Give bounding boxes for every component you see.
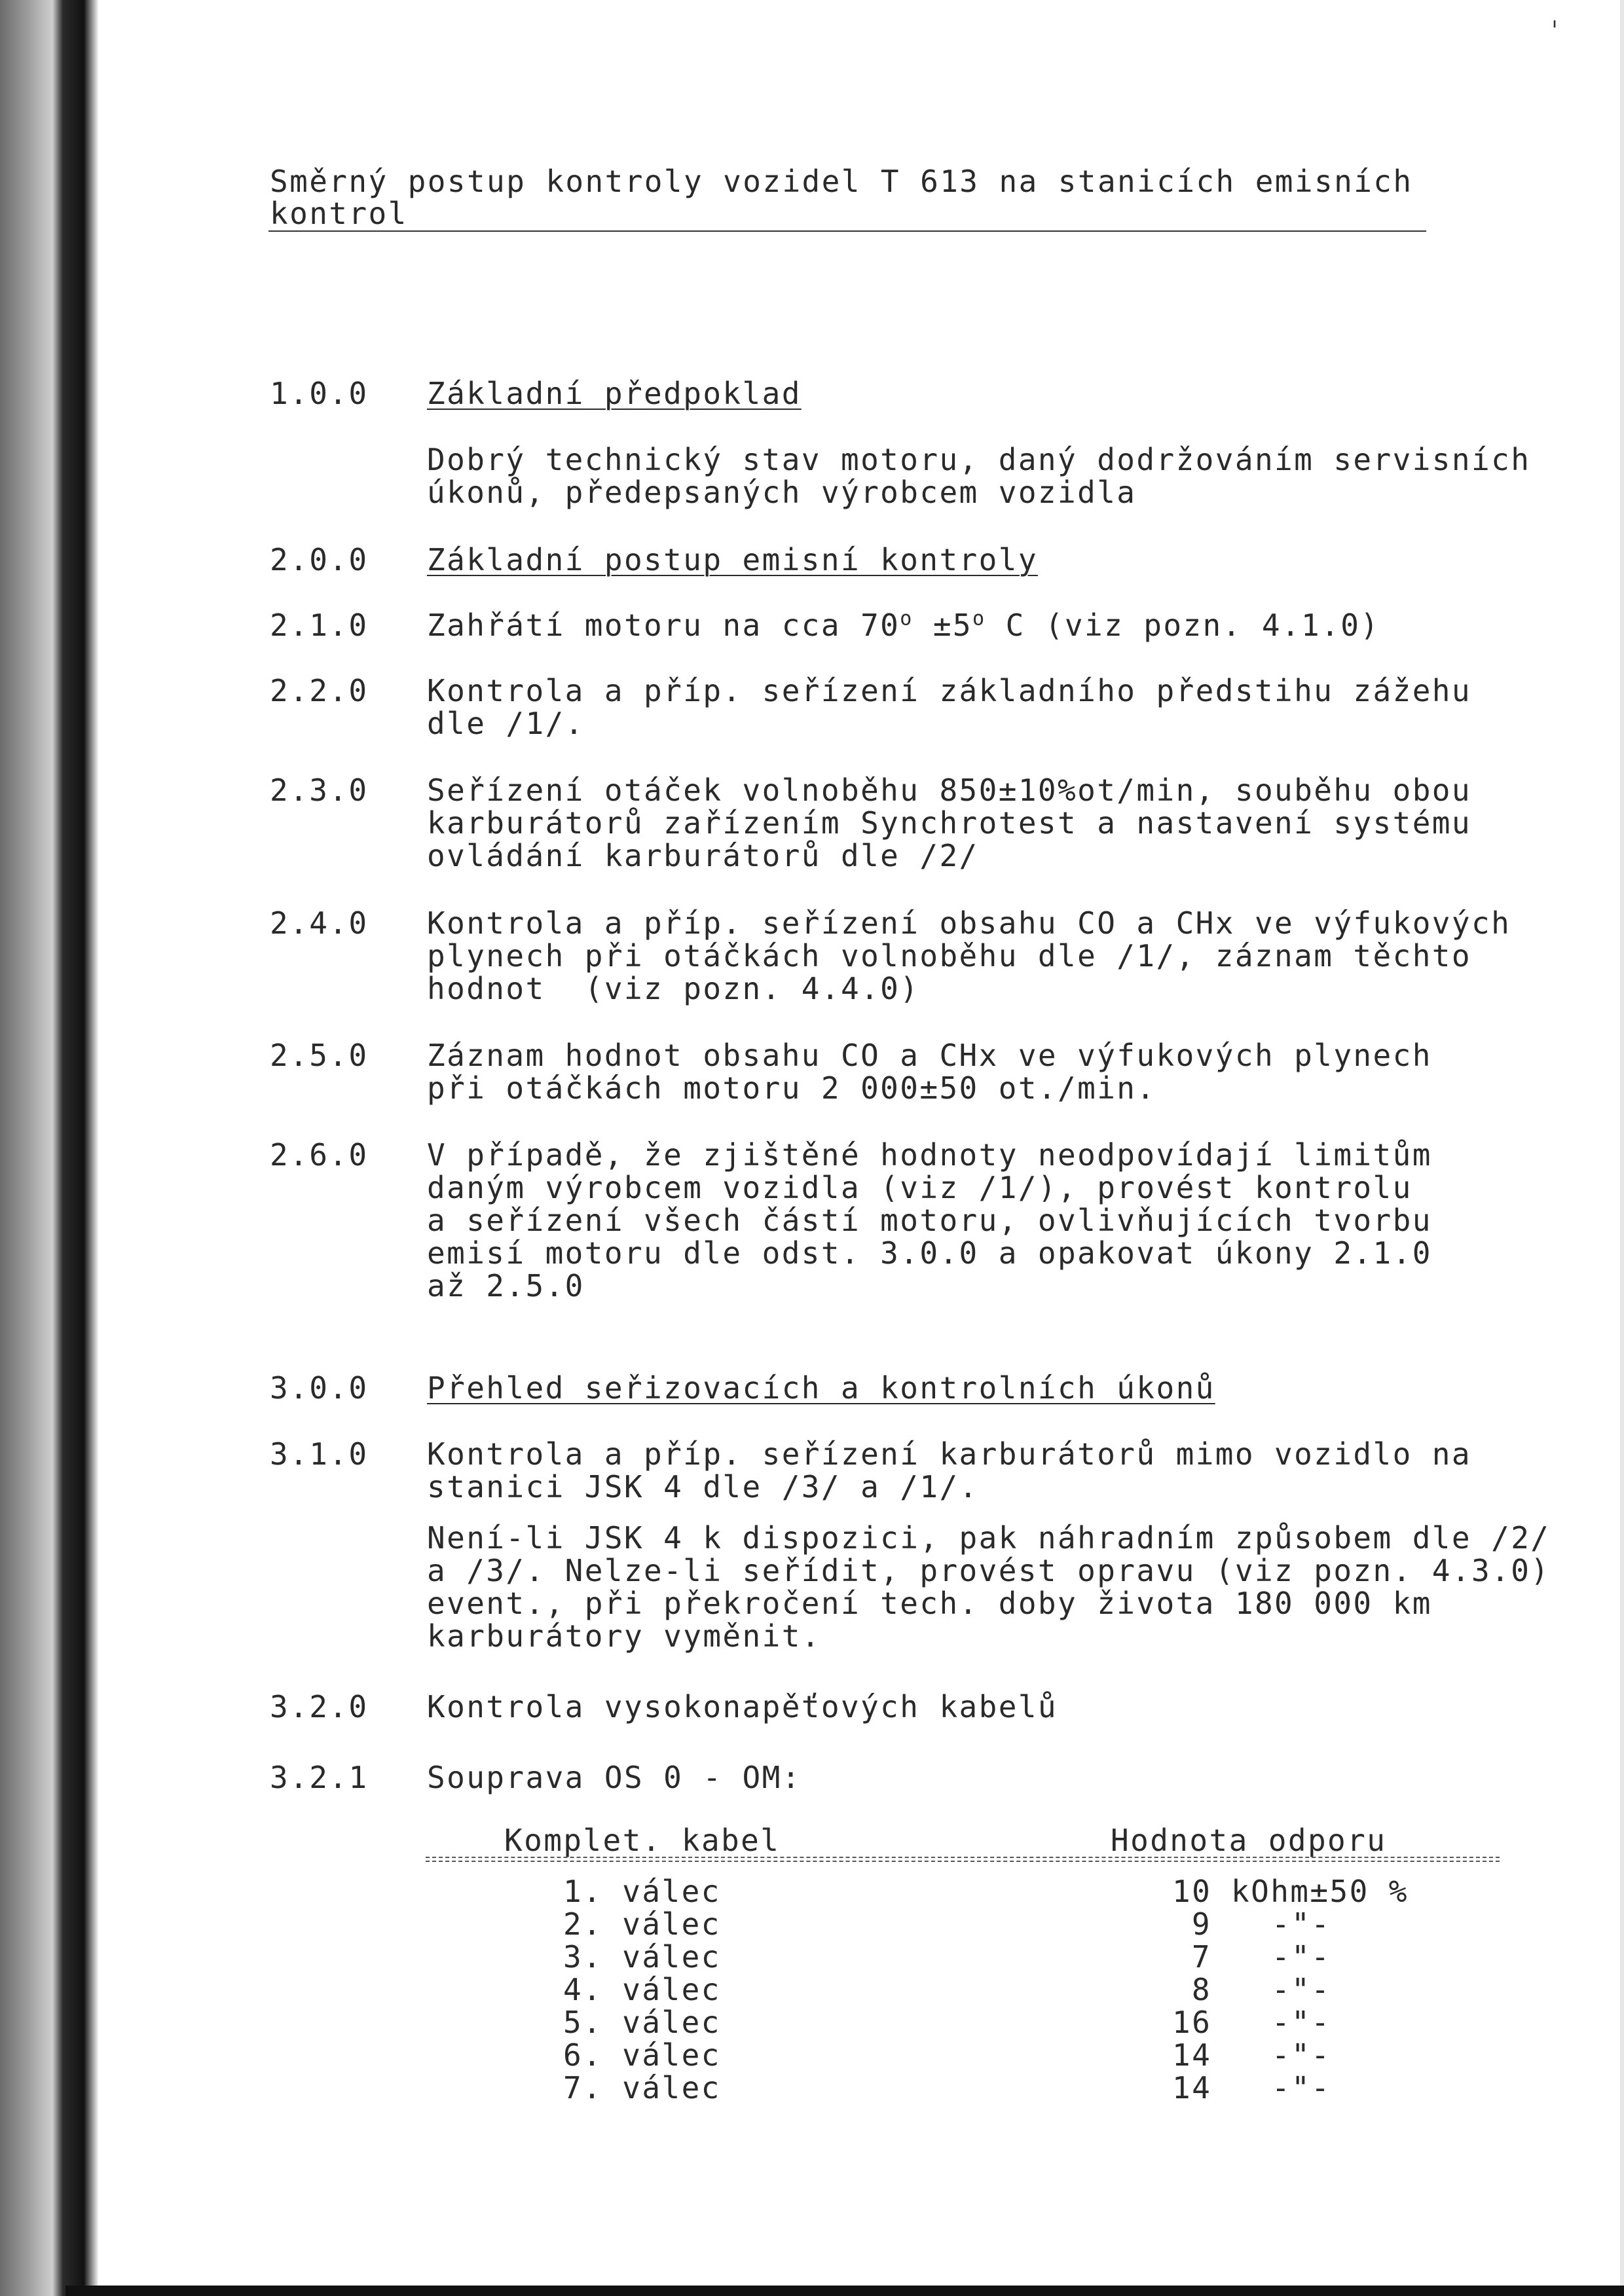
section-text: karburátory vyměnit. (427, 1618, 821, 1654)
section-text: až 2.5.0 (427, 1268, 585, 1303)
table-cell-value: 8 (1191, 1972, 1211, 2007)
section-number: 3.0.0 (270, 1370, 369, 1406)
section-number: 3.2.1 (270, 1760, 369, 1795)
table-cell-cable: 1. válec (563, 1874, 721, 1909)
table-cell-value: 14 (1172, 2037, 1212, 2073)
reference-text: C (viz pozn. 4.1.0) (986, 608, 1380, 643)
section-number: 2.3.0 (270, 773, 369, 808)
section-text: Kontrola a příp. seřízení základního předstihu zážehu (427, 673, 1471, 708)
section-text: Souprava OS 0 - OM: (427, 1760, 802, 1795)
section-text: Kontrola a příp. seřízení obsahu CO a CHx ve výfukových (427, 905, 1511, 941)
section-text: dle /1/. (427, 706, 585, 741)
section-number: 2.4.0 (270, 905, 369, 941)
section-number: 2.5.0 (270, 1038, 369, 1073)
section-text: event., při překročení tech. doby života 180 000 km (427, 1586, 1432, 1621)
section-text: karburátorů zařízením Synchrotest a nastavení systému (427, 805, 1471, 841)
section-number: 2.0.0 (270, 542, 369, 577)
table-cell-unit: -"- (1272, 1939, 1331, 1975)
table-cell-unit: -"- (1272, 1972, 1331, 2007)
table-header-cable: Komplet. kabel (504, 1823, 781, 1858)
table-cell-value: 16 (1172, 2005, 1212, 2040)
section-text: stanici JSK 4 dle /3/ a /1/. (427, 1469, 979, 1504)
table-cell-cable: 6. válec (563, 2037, 721, 2073)
section-text: Záznam hodnot obsahu CO a CHx ve výfukových plynech (427, 1038, 1432, 1073)
table-cell-cable: 7. válec (563, 2070, 721, 2105)
degree-mark: o (900, 607, 913, 630)
section-number: 1.0.0 (270, 376, 369, 411)
table-cell-cable: 3. válec (563, 1939, 721, 1975)
section-number: 3.2.0 (270, 1689, 369, 1724)
section-text: plynech při otáčkách volnoběhu dle /1/, záznam těchto (427, 938, 1471, 974)
table-cell-value: 7 (1191, 1939, 1211, 1975)
section-number: 2.6.0 (270, 1137, 369, 1173)
section-text: ovládání karburátorů dle /2/ (427, 838, 979, 873)
title-line-1: Směrný postup kontroly vozidel T 613 na stanicích emisních (270, 164, 1413, 199)
section-heading: Základní předpoklad (427, 376, 802, 411)
section-text: Seřízení otáček volnoběhu 850±10%ot/min, souběhu obou (427, 773, 1471, 808)
section-text: hodnot (viz pozn. 4.4.0) (427, 971, 920, 1006)
table-cell-value: 14 (1172, 2070, 1212, 2105)
tolerance-text: ±5 (913, 608, 973, 643)
section-number: 2.2.0 (270, 673, 369, 708)
title-rule (268, 230, 1426, 232)
section-text: Dobrý technický stav motoru, daný dodržováním servisních (427, 442, 1531, 477)
table-cell-unit: -"- (1272, 2037, 1331, 2073)
table-cell-value: 10 (1172, 1874, 1212, 1909)
section-text: daným výrobcem vozidla (viz /1/), provést kontrolu (427, 1170, 1412, 1205)
table-cell-cable: 4. válec (563, 1972, 721, 2007)
section-text: úkonů, předepsaných výrobcem vozidla (427, 475, 1137, 510)
table-cell-unit: kOhm±50 % (1231, 1874, 1409, 1909)
section-text: Není-li JSK 4 k dispozici, pak náhradním způsobem dle /2/ (427, 1520, 1551, 1556)
table-cell-value: 9 (1191, 1906, 1211, 1942)
section-text: a /3/. Nelze-li seřídit, provést opravu (viz pozn. 4.3.0) (427, 1553, 1551, 1588)
section-heading: Přehled seřizovacích a kontrolních úkonů (427, 1370, 1215, 1406)
section-text: emisí motoru dle odst. 3.0.0 a opakovat úkony 2.1.0 (427, 1235, 1432, 1271)
section-text: Kontrola a příp. seřízení karburátorů mimo vozidlo na (427, 1436, 1471, 1472)
section-number: 2.1.0 (270, 608, 369, 643)
table-header-resistance: Hodnota odporu (1111, 1823, 1387, 1858)
degree-mark: o (972, 607, 986, 630)
section-heading: Základní postup emisní kontroly (427, 542, 1038, 577)
title-line-2: kontrol (270, 196, 408, 231)
corner-mark: ˌ (1547, 0, 1563, 30)
section-text: při otáčkách motoru 2 000±50 ot./min. (427, 1070, 1156, 1106)
section-text: V případě, že zjištěné hodnoty neodpovídají limitům (427, 1137, 1432, 1173)
section-text: Kontrola vysokonapěťových kabelů (427, 1689, 1058, 1724)
table-header-rule (426, 1857, 1500, 1862)
table-cell-cable: 5. válec (563, 2005, 721, 2040)
section-text: a seřízení všech částí motoru, ovlivňujících tvorbu (427, 1203, 1432, 1238)
section-number: 3.1.0 (270, 1436, 369, 1472)
section-text (427, 609, 1380, 642)
table-cell-cable: 2. válec (563, 1906, 721, 1942)
temp-text: Zahřátí motoru na cca 70 (427, 608, 900, 643)
table-cell-unit: -"- (1272, 2070, 1331, 2105)
table-cell-unit: -"- (1272, 2005, 1331, 2040)
table-cell-unit: -"- (1272, 1906, 1331, 1942)
